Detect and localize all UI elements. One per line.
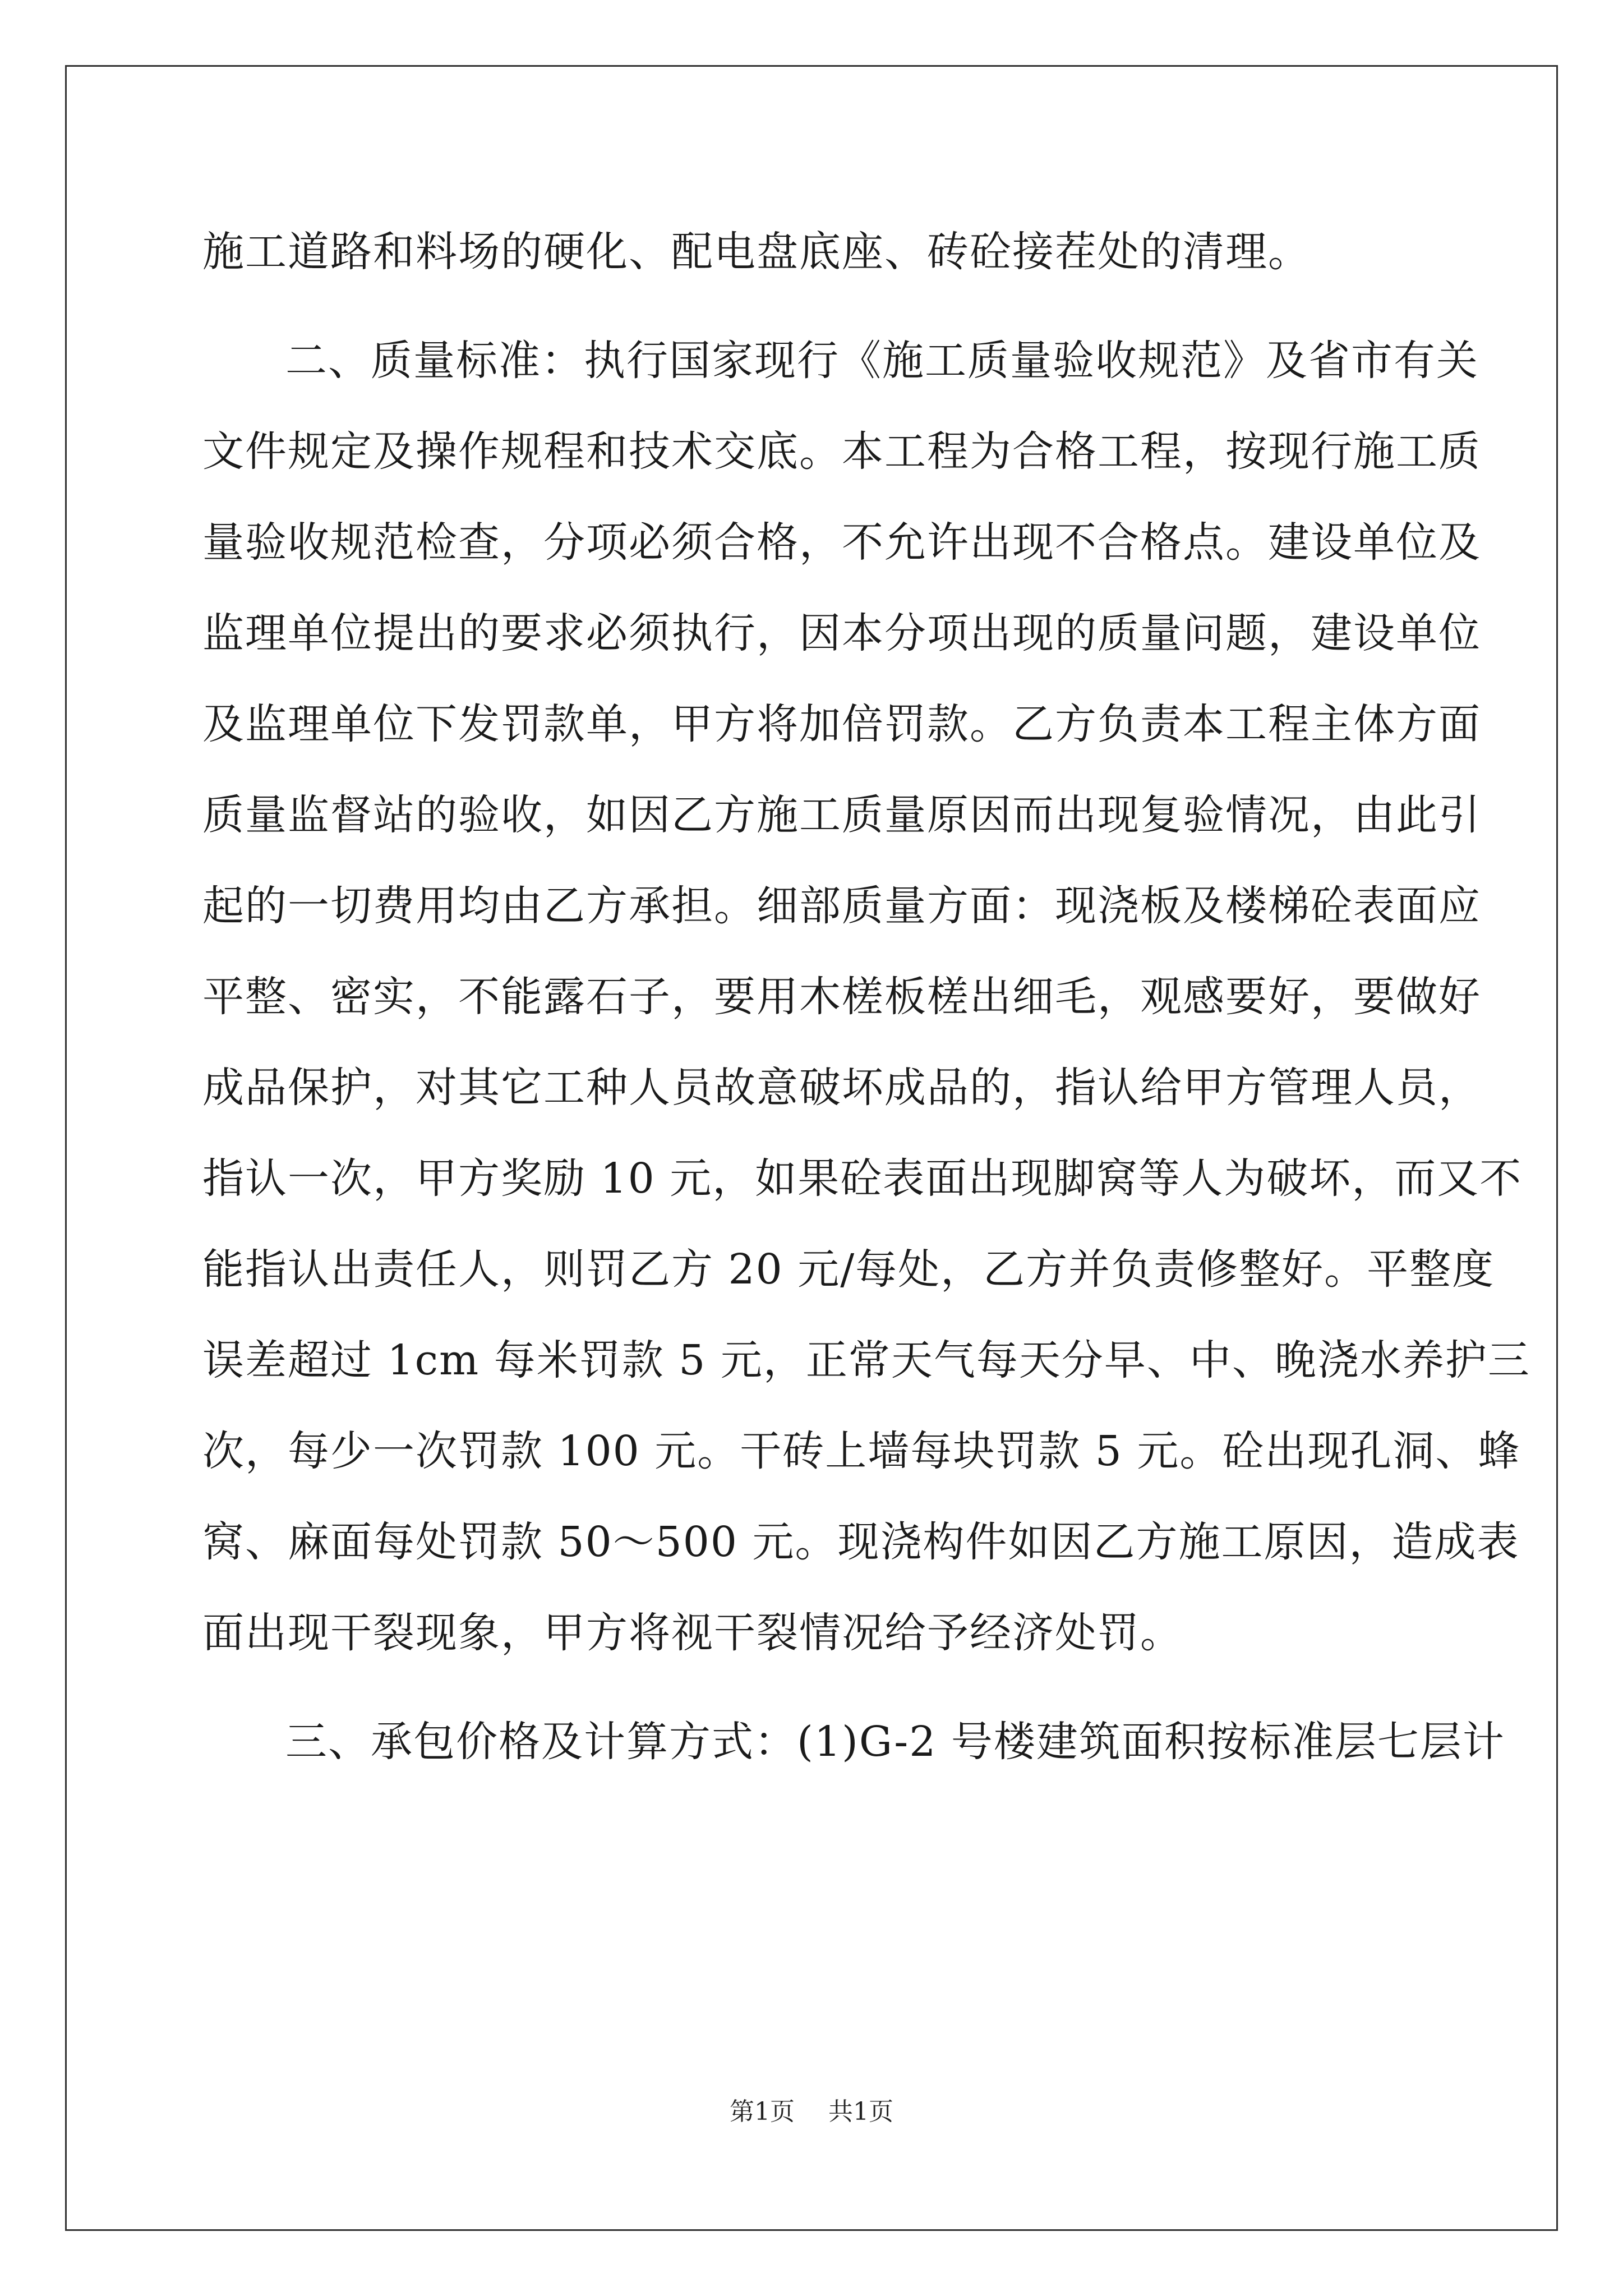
paragraph-2-line: 及监理单位下发罚款单，甲方将加倍罚款。乙方负责本工程主体方面 — [202, 700, 1481, 748]
paragraph-2-line: 起的一切费用均由乙方承担。细部质量方面：现浇板及楼梯砼表面应 — [202, 882, 1481, 930]
paragraph-2-line: 误差超过 1cm 每米罚款 5 元，正常天气每天分早、中、晚浇水养护三 — [202, 1336, 1530, 1384]
paragraph-2-line: 平整、密实，不能露石子，要用木槎板槎出细毛，观感要好，要做好 — [202, 973, 1481, 1021]
paragraph-2-line: 成品保护，对其它工种人员故意破坏成品的，指认给甲方管理人员， — [202, 1064, 1481, 1112]
paragraph-2-line: 二、质量标准：执行国家现行《施工质量验收规范》及省市有关 — [285, 337, 1479, 385]
paragraph-2-line: 面出现干裂现象，甲方将视干裂情况给予经济处罚。 — [202, 1609, 1183, 1657]
paragraph-3-line: 三、承包价格及计算方式：(1)G-2 号楼建筑面积按标准层七层计 — [285, 1718, 1505, 1766]
paragraph-2-line: 量验收规范检查，分项必须合格，不允许出现不合格点。建设单位及 — [202, 518, 1481, 567]
paragraph-2-line: 窝、麻面每处罚款 50～500 元。现浇构件如因乙方施工原因，造成表 — [202, 1518, 1520, 1566]
text-line: 施工道路和料场的硬化、配电盘底座、砖砼接茬处的清理。 — [202, 228, 1311, 276]
paragraph-2-line: 指认一次，甲方奖励 10 元，如果砼表面出现脚窝等人为破坏，而又不 — [202, 1154, 1523, 1203]
paragraph-2-line: 监理单位提出的要求必须执行，因本分项出现的质量问题，建设单位 — [202, 609, 1481, 657]
page-footer — [0, 2091, 1623, 2127]
paragraph-2-line: 次，每少一次罚款 100 元。干砖上墙每块罚款 5 元。砼出现孔洞、蜂 — [202, 1427, 1521, 1475]
paragraph-2-line: 文件规定及操作规程和技术交底。本工程为合格工程，按现行施工质 — [202, 427, 1481, 476]
page-total: 共1页 — [828, 2097, 893, 2126]
paragraph-2-line: 能指认出责任人，则罚乙方 20 元/每处，乙方并负责修整好。平整度 — [202, 1245, 1495, 1294]
page-number: 第1页 — [730, 2097, 795, 2126]
paragraph-2-line: 质量监督站的验收，如因乙方施工质量原因而出现复验情况，由此引 — [202, 791, 1481, 839]
document-body — [202, 206, 1530, 1787]
